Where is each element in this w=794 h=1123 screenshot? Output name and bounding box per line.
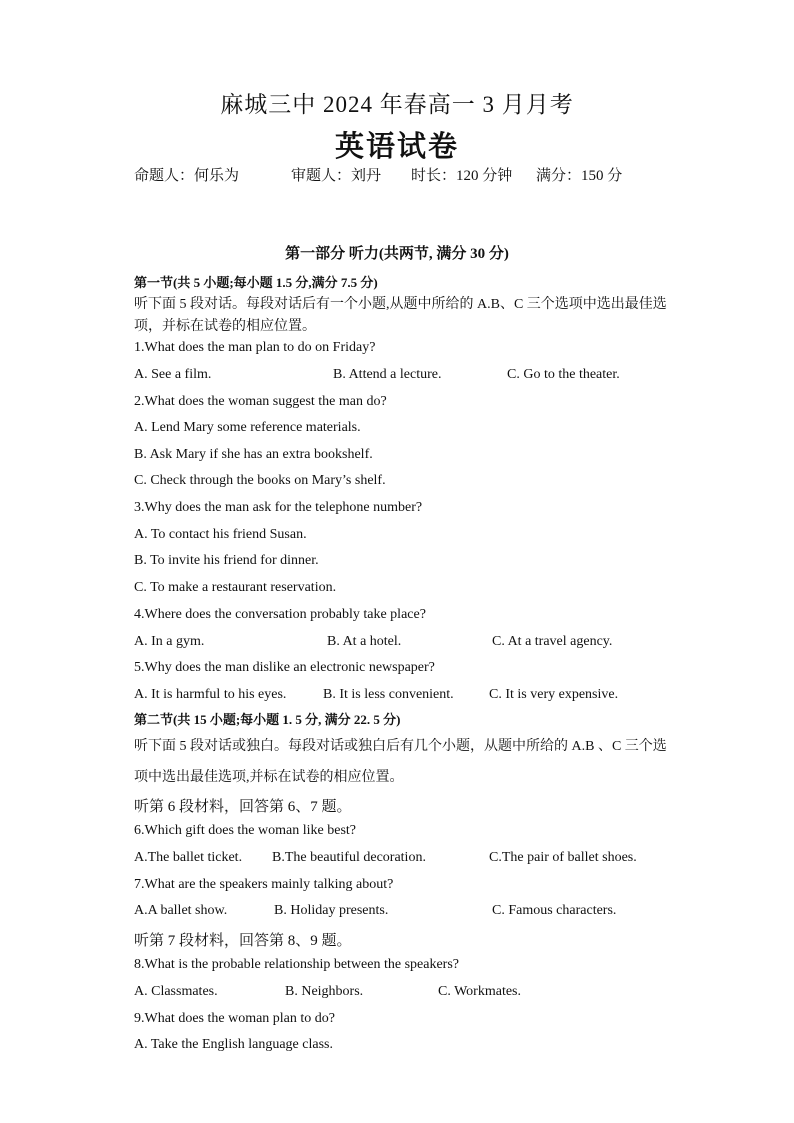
q7-option-b[interactable]: B. Holiday presents. <box>274 903 389 918</box>
q4-option-a[interactable]: A. In a gym. <box>134 634 205 649</box>
q3-stem: 3.Why does the man ask for the telephone number? <box>134 500 423 515</box>
q3-option-b[interactable]: B. To invite his friend for dinner. <box>134 553 319 568</box>
q1-option-b[interactable]: B. Attend a lecture. <box>333 367 442 382</box>
q2-option-c[interactable]: C. Check through the books on Mary’s shelf. <box>134 473 386 488</box>
q5-option-b[interactable]: B. It is less convenient. <box>323 687 454 702</box>
q5-option-c[interactable]: C. It is very expensive. <box>489 687 619 702</box>
duration-text: 时长：120 分钟 <box>411 168 513 184</box>
exam-subtitle: 英语试卷 <box>334 129 459 163</box>
score-text: 满分：150 分 <box>536 168 623 184</box>
setter-text: 命题人：何乐为 <box>134 168 240 184</box>
q6-stem: 6.Which gift does the woman like best? <box>134 823 356 838</box>
q6-option-a[interactable]: A.The ballet ticket. <box>134 850 243 865</box>
section1-title: 第一节(共 5 小题;每小题 1.5 分,满分 7.5 分) <box>134 275 378 290</box>
q8-option-c[interactable]: C. Workmates. <box>438 984 521 999</box>
q4-option-c[interactable]: C. At a travel agency. <box>492 634 613 649</box>
material6-label: 听第 6 段材料，回答第 6、7 题。 <box>134 799 352 815</box>
section2-instructions-line2: 项中选出最佳选项,并标在试卷的相应位置。 <box>134 770 404 785</box>
q9-stem: 9.What does the woman plan to do? <box>134 1011 336 1026</box>
section2-title: 第二节(共 15 小题;每小题 1. 5 分, 满分 22. 5 分) <box>134 712 401 727</box>
section1-instructions-line2: 项，并标在试卷的相应位置。 <box>134 319 316 334</box>
q7-option-a[interactable]: A.A ballet show. <box>134 903 228 918</box>
section2-instructions-line1: 听下面 5 段对话或独白。每段对话或独白后有几个小题，从题中所给的 A.B 、C 三个选 <box>134 739 667 754</box>
q6-option-b[interactable]: B.The beautiful decoration. <box>272 850 426 865</box>
q8-option-a[interactable]: A. Classmates. <box>134 984 218 999</box>
q3-option-a[interactable]: A. To contact his friend Susan. <box>134 527 307 542</box>
q2-stem: 2.What does the woman suggest the man do? <box>134 394 387 409</box>
q4-stem: 4.Where does the conversation probably take place? <box>134 607 426 622</box>
reviewer-text: 审题人：刘丹 <box>291 168 382 184</box>
q5-option-a[interactable]: A. It is harmful to his eyes. <box>134 687 287 702</box>
q7-option-c[interactable]: C. Famous characters. <box>492 903 617 918</box>
q2-option-b[interactable]: B. Ask Mary if she has an extra bookshelf. <box>134 447 373 462</box>
q8-stem: 8.What is the probable relationship between the speakers? <box>134 957 459 972</box>
q4-option-b[interactable]: B. At a hotel. <box>327 634 402 649</box>
q8-option-b[interactable]: B. Neighbors. <box>285 984 364 999</box>
q3-option-c[interactable]: C. To make a restaurant reservation. <box>134 580 337 595</box>
q1-option-a[interactable]: A. See a film. <box>134 367 212 382</box>
q9-option-a[interactable]: A. Take the English language class. <box>134 1037 333 1052</box>
q5-stem: 5.Why does the man dislike an electronic newspaper? <box>134 660 435 675</box>
exam-title: 麻城三中 2024 年春高一 3 月月考 <box>220 92 574 117</box>
material7-label: 听第 7 段材料，回答第 8、9 题。 <box>134 933 352 949</box>
section1-instructions-line1: 听下面 5 段对话。每段对话后有一个小题,从题中所给的 A.B、C 三个选项中选出最佳选 <box>134 297 667 312</box>
part1-title: 第一部分 听力(共两节, 满分 30 分) <box>285 246 509 262</box>
q2-option-a[interactable]: A. Lend Mary some reference materials. <box>134 420 361 435</box>
q1-stem: 1.What does the man plan to do on Friday? <box>134 340 376 355</box>
q1-option-c[interactable]: C. Go to the theater. <box>507 367 620 382</box>
q7-stem: 7.What are the speakers mainly talking about? <box>134 877 394 892</box>
q6-option-c[interactable]: C.The pair of ballet shoes. <box>489 850 637 865</box>
